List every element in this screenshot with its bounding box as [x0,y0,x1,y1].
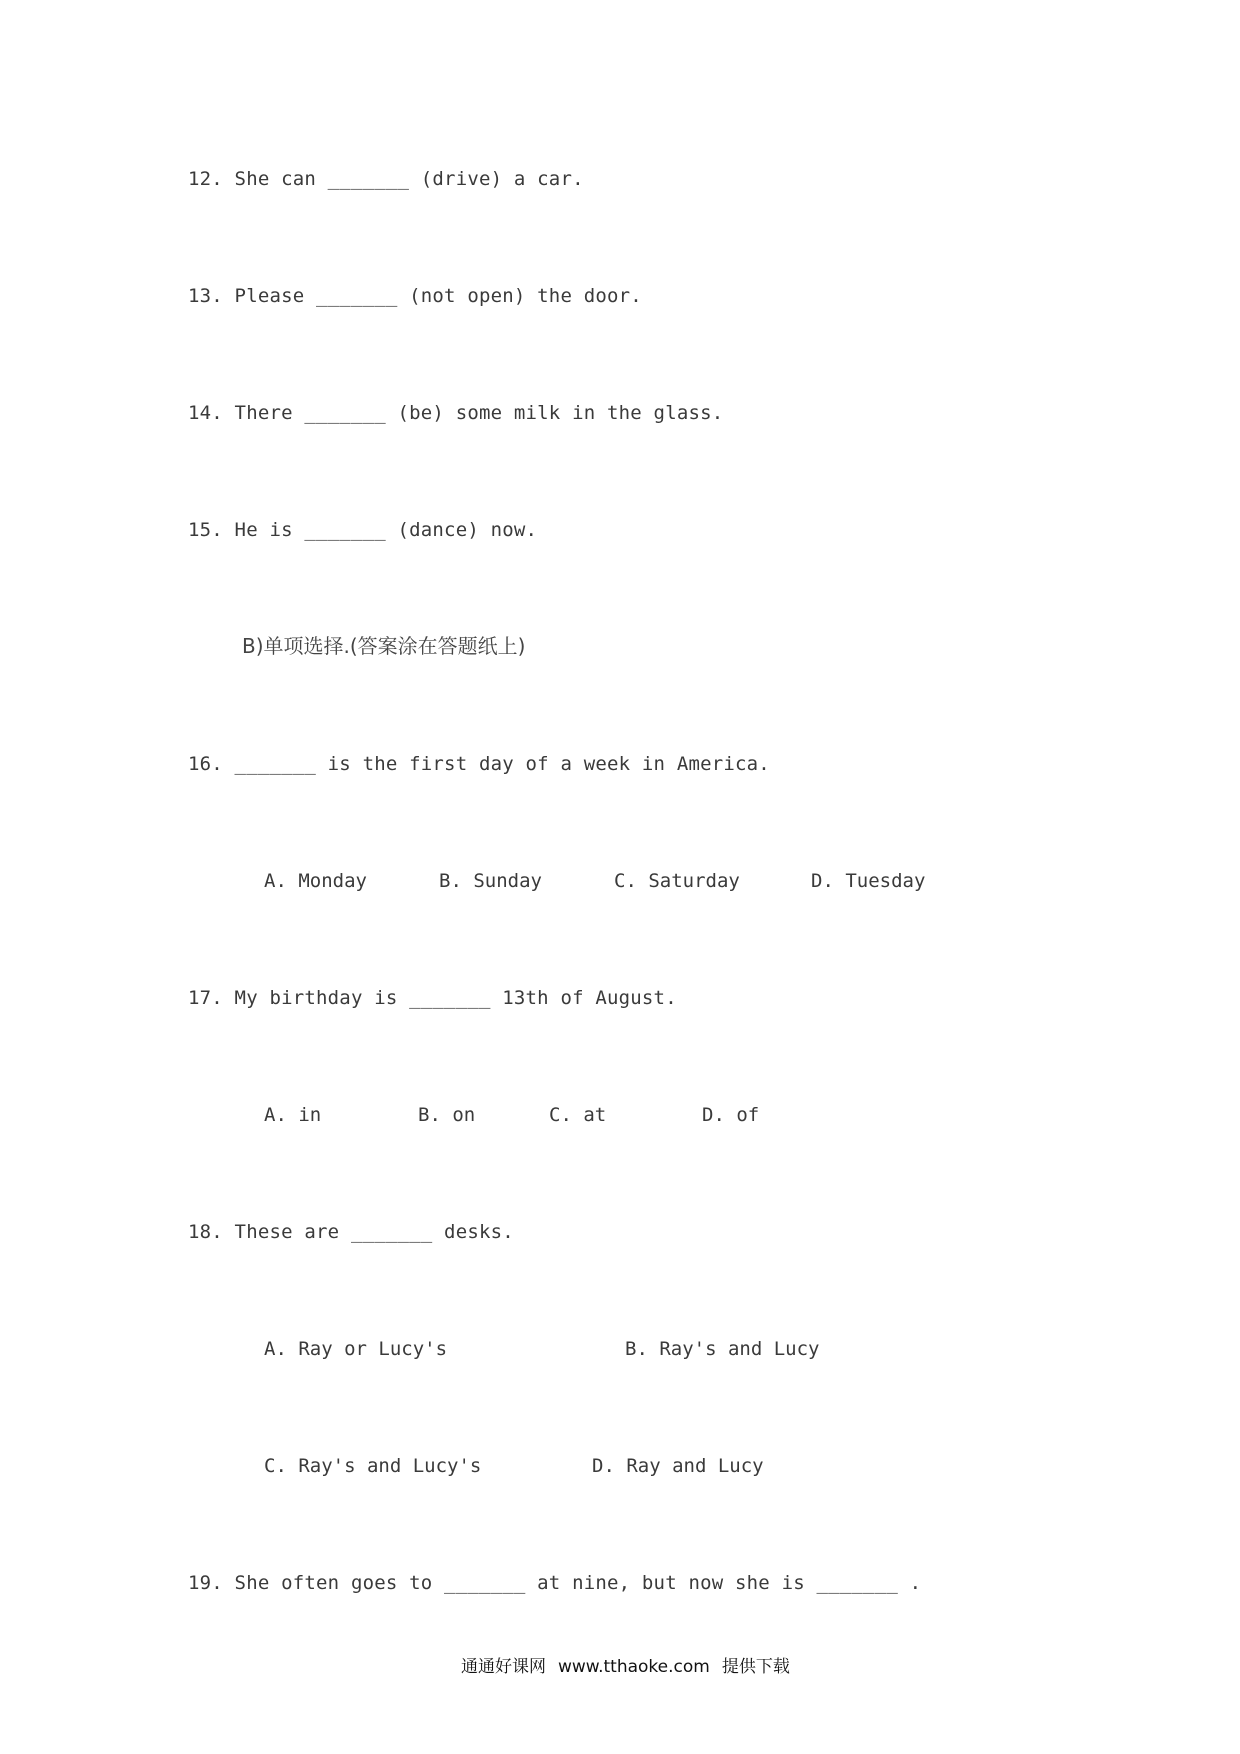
q16-option-d: D. Tuesday [811,870,926,892]
question-18: 18. These are _______ desks. [188,1221,514,1243]
question-12: 12. She can _______ (drive) a car. [188,168,584,190]
q17-option-b: B. on [418,1104,476,1126]
q16-option-b: B. Sunday [439,870,542,892]
q16-option-c: C. Saturday [614,870,740,892]
question-16: 16. _______ is the first day of a week in America. [188,753,770,775]
footer-site-name: 通通好课网 [460,1657,546,1677]
question-19: 19. She often goes to _______ at nine, but now she is _______ . [188,1572,922,1594]
question-15: 15. He is _______ (dance) now. [188,519,538,541]
section-b-heading: B)单项选择.(答案涂在答题纸上) [242,634,526,658]
q18-option-b: B. Ray's and Lucy [625,1338,820,1360]
q18-option-d: D. Ray and Lucy [592,1455,764,1477]
q16-option-a: A. Monday [264,870,367,892]
question-17: 17. My birthday is _______ 13th of August. [188,987,677,1009]
q17-option-c: C. at [549,1104,607,1126]
footer-url[interactable]: www.tthaoke.com [557,1657,710,1677]
q18-option-a: A. Ray or Lucy's [264,1338,448,1360]
q17-option-a: A. in [264,1104,322,1126]
footer-credit [0,1632,1240,1677]
q18-option-c: C. Ray's and Lucy's [264,1455,482,1477]
question-13: 13. Please _______ (not open) the door. [188,285,642,307]
q17-option-d: D. of [702,1104,760,1126]
question-14: 14. There _______ (be) some milk in the glass. [188,402,724,424]
footer-action: 提供下载 [721,1657,790,1677]
